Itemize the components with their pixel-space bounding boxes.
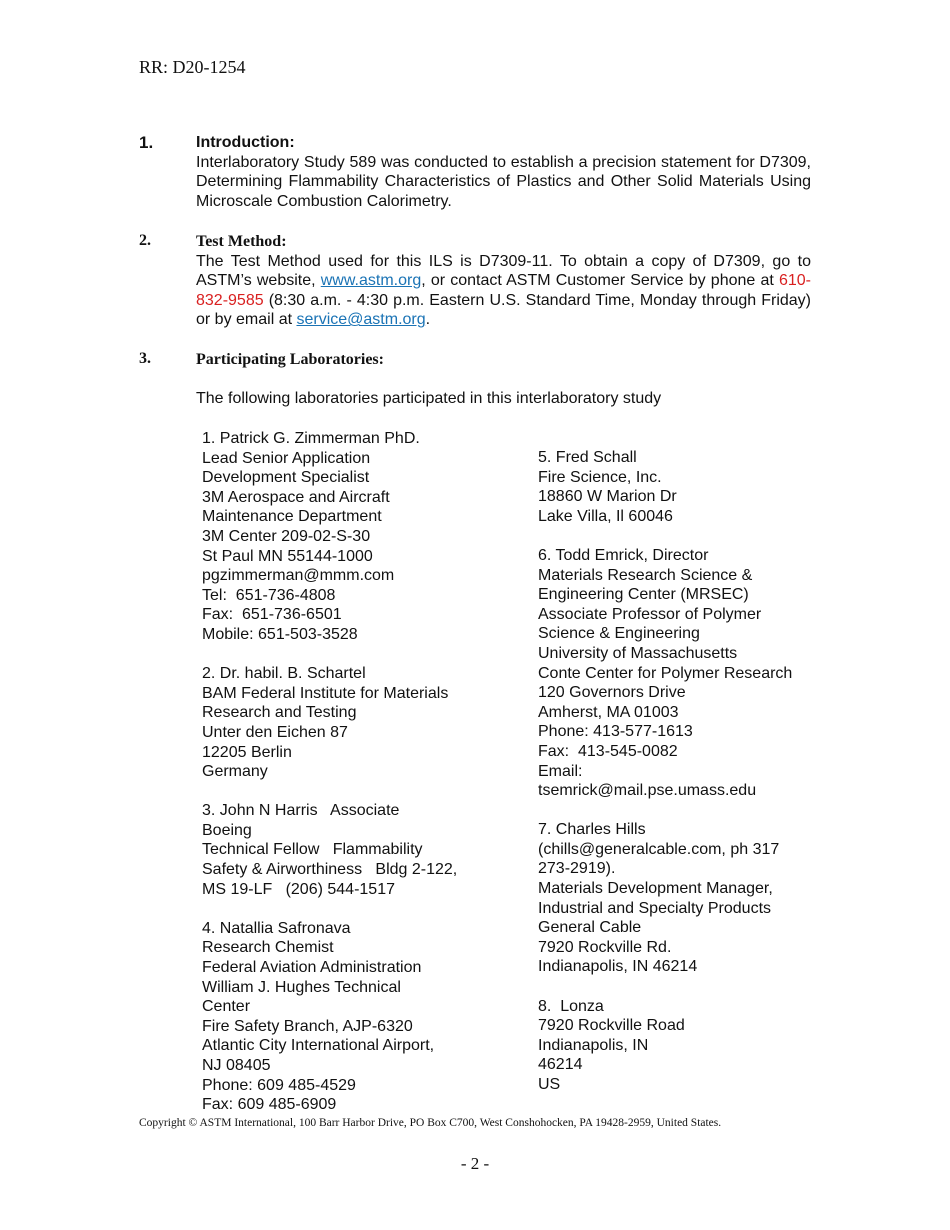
lab-entry-line: Mobile: 651-503-3528 [202, 625, 358, 643]
lab-entry-line: 4. Natallia Safronava [202, 919, 351, 937]
lab-entry-line: Phone: 413-577-1613 [538, 723, 693, 741]
lab-entry-line: 7920 Rockville Rd. [538, 938, 672, 956]
lab-entry-line: 8. Lonza [538, 997, 604, 1015]
lab-entry-line: St Paul MN 55144-1000 [202, 547, 373, 565]
lab-entry-line: 120 Governors Drive [538, 684, 686, 702]
lab-entry [538, 546, 792, 801]
lab-entry [202, 919, 457, 1115]
lab-entry-line: Email: [538, 762, 583, 780]
lab-entry [202, 801, 457, 899]
astm-website-link[interactable]: www.astm.org [320, 272, 422, 290]
section-title: Participating Laboratories: [196, 351, 384, 368]
lab-entry-line: Indianapolis, IN 46214 [538, 958, 698, 976]
section-number: 1. [139, 133, 154, 152]
lab-entry-line: pgzimmerman@mmm.com [202, 567, 395, 585]
lab-entry-line: 2. Dr. habil. B. Schartel [202, 665, 366, 683]
lab-entry-line: US [538, 1076, 561, 1093]
lab-entry-line: 273-2919). [538, 860, 616, 878]
lab-entry-line: Conte Center for Polymer Research [538, 664, 793, 682]
lab-entry-line: Lead Senior Application [202, 449, 371, 467]
lab-entry-line: Associate Professor of Polymer [538, 605, 762, 623]
lab-entry-line: Research and Testing [202, 704, 357, 722]
lab-entry [538, 448, 792, 526]
lab-entry-line: Materials Research Science & [538, 566, 753, 584]
section-text: The Test Method used for this ILS is D7309-11. To obtain a copy of D7309, go to ASTM’s website, www.astm.org, or contact ASTM Customer Service by phone at 610-832-9585 (8:30 a.m. - 4:30 p.m. Eastern U.S. Standard Time, Monday through Friday) or by email at service@astm.org. [196, 252, 812, 329]
lab-entry-line: NJ 08405 [202, 1057, 271, 1074]
lab-entry [538, 820, 792, 977]
page-number: - 2 - [460, 1154, 490, 1173]
lab-entry-line: 46214 [538, 1056, 583, 1074]
lab-entry-line: General Cable [538, 919, 642, 937]
section-introduction [139, 133, 811, 211]
lab-entry-line: Fire Science, Inc. [538, 468, 662, 486]
lab-entry [202, 664, 457, 782]
service-email-link[interactable]: service@astm.org [296, 311, 426, 329]
lab-entry-line: Engineering Center (MRSEC) [538, 586, 749, 604]
lab-entry [538, 997, 792, 1095]
section-title: Test Method: [196, 233, 287, 250]
lab-entry-line: Development Specialist [202, 469, 370, 487]
lab-entry-line: 7. Charles Hills [538, 821, 646, 839]
lab-entry-line: Boeing [202, 821, 252, 839]
report-number-header: RR: D20-1254 [139, 57, 246, 77]
lab-entry-line: Amherst, MA 01003 [538, 703, 679, 721]
lab-entry-line: Industrial and Specialty Products [538, 899, 772, 917]
lab-entry-line: Science & Engineering [538, 625, 700, 643]
lab-entry-line: Germany [202, 763, 268, 781]
lab-entry-line: Federal Aviation Administration [202, 959, 422, 977]
lab-entry-line: 12205 Berlin [202, 743, 292, 761]
customer-service-phone: 610-832-9585 [196, 272, 812, 309]
lab-entry-line: Technical Fellow Flammability [202, 841, 423, 859]
lab-entry-line: Fire Safety Branch, AJP-6320 [202, 1017, 413, 1035]
section-title: Introduction: [196, 134, 295, 151]
lab-entry-line: 3M Center 209-02-S-30 [202, 527, 371, 545]
lab-entry [202, 429, 457, 645]
lab-entry-line: Fax: 413-545-0082 [538, 742, 678, 760]
lab-entry-line: Maintenance Department [202, 508, 382, 526]
lab-entry-line: 5. Fred Schall [538, 449, 637, 466]
lab-entry-line: Safety & Airworthiness Bldg 2-122, [202, 861, 458, 879]
lab-entry-line: (chills@generalcable.com, ph 317 [538, 840, 780, 858]
lab-entry-line: Research Chemist [202, 939, 334, 957]
lab-entry-line: MS 19-LF (206) 544-1517 [202, 880, 395, 898]
lab-entry-line: Unter den Eichen 87 [202, 723, 348, 741]
lab-entry-line: 7920 Rockville Road [538, 1017, 685, 1035]
lab-entry-line: Indianapolis, IN [538, 1036, 649, 1054]
lab-entry-line: William J. Hughes Technical [202, 978, 401, 996]
lab-entry-line: tsemrick@mail.pse.umass.edu [538, 782, 757, 800]
lab-entry-line: 3M Aerospace and Aircraft [202, 488, 390, 506]
lab-entry-line: 3. John N Harris Associate [202, 802, 400, 820]
lab-entry-line: Center [202, 998, 251, 1016]
lab-entry-line: Atlantic City International Airport, [202, 1037, 435, 1055]
lab-entry-line: Phone: 609 485-4529 [202, 1076, 356, 1094]
labs-left-column [202, 429, 457, 1115]
labs-intro: The following laboratories participated in this interlaboratory study [196, 390, 662, 408]
lab-entry-line: Tel: 651-736-4808 [202, 586, 336, 604]
lab-entry-line: Materials Development Manager, [538, 880, 773, 898]
copyright-footer: Copyright © ASTM International, 100 Barr Harbor Drive, PO Box C700, West Conshohocken, PA 19428-2959, United States. [139, 1117, 722, 1129]
lab-entry-line: Lake Villa, Il 60046 [538, 507, 673, 525]
lab-entry-line: Fax: 651-736-6501 [202, 606, 342, 624]
section-number: 2. [139, 232, 151, 249]
section-number: 3. [139, 350, 151, 367]
lab-entry-line: 18860 W Marion Dr [538, 488, 677, 506]
lab-entry-line: BAM Federal Institute for Materials [202, 684, 449, 702]
lab-entry-line: 1. Patrick G. Zimmerman PhD. [202, 430, 420, 447]
labs-right-column [538, 448, 792, 1095]
section-text: Interlaboratory Study 589 was conducted to establish a precision statement for D7309, Determining Flammability Characteristics of Plastics and Other Solid Materials Using Microscale Combustion Calorimetry. [196, 153, 811, 210]
section-test-method [139, 232, 811, 330]
lab-entry-line: 6. Todd Emrick, Director [538, 546, 709, 564]
lab-entry-line: Fax: 609 485-6909 [202, 1096, 337, 1114]
section-participating-labs [139, 350, 811, 409]
lab-entry-line: University of Massachusetts [538, 644, 738, 662]
